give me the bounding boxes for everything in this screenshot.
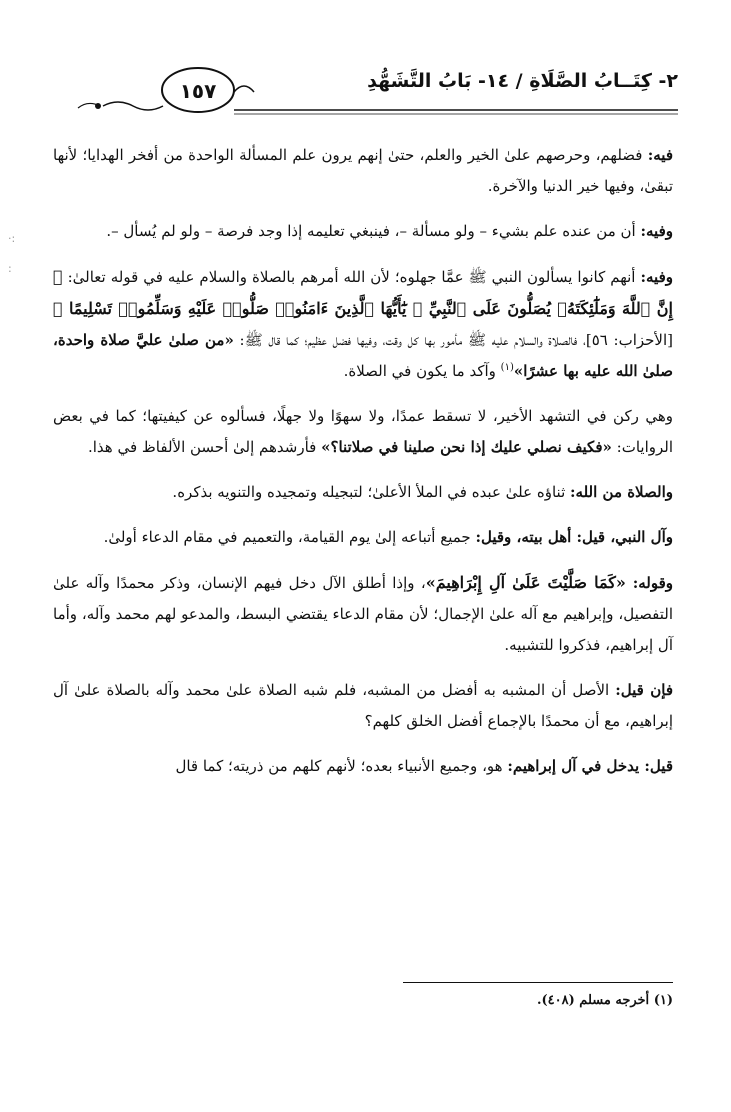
paragraph-lead: فإن قيل: (615, 681, 673, 699)
quoted-text: «كَمَا صَلَّيْتَ عَلَىٰ آلِ إِبْرَاهِيمَ» (425, 573, 626, 592)
hadith-quote: «من صلىٰ عليَّ صلاة واحدة، صلىٰ الله عليه بها عشرًا» (53, 331, 673, 380)
paragraph-text: أنهم كانوا يسألون النبي ﷺ عمَّا جهلوه؛ لأن الله أمرهم بالصلاة والسلام عليه في قوله تعالىٰ: (62, 268, 641, 286)
margin-mark: : (8, 262, 12, 275)
paragraph-text: [الأحزاب: ٥٦]، فالصلاة والسلام عليه ﷺ مأمور بها كل وقت، وفيها فضل عظيم؛ كما قال ﷺ: (233, 331, 673, 349)
body-text (53, 140, 673, 796)
paragraph-lead: وآل النبي، قيل: أهل بيته، وقيل: (475, 528, 673, 546)
paragraph-text: جميع أتباعه إلىٰ يوم القيامة، والتعميم في مقام الدعاء أولىٰ. (103, 528, 476, 546)
page-number: ١٥٧ (179, 79, 217, 103)
hadith-quote: «فكيف نصلي عليك إذا نحن صلينا في صلاتنا؟» (321, 438, 612, 456)
paragraph (53, 140, 673, 202)
paragraph-lead: قيل: يدخل في آل إبراهيم: (507, 757, 673, 775)
paragraph-text: هو، وجميع الأنبياء بعده؛ لأنهم كلهم من ذريته؛ كما قال (175, 757, 508, 775)
paragraph-text: فأرشدهم إلىٰ أحسن الألفاظ في هذا. (87, 438, 322, 456)
paragraph (53, 261, 673, 387)
paragraph-text: فضلهم، وحرصهم علىٰ الخير والعلم، حتىٰ إنهم يرون علم المسألة الواحدة من أفخر الهدايا؛ لأنها تبقىٰ، وفيها خير الدنيا والآخرة. (53, 146, 673, 195)
paragraph (53, 477, 673, 508)
paragraph-text: وآكد ما يكون في الصلاة. (343, 362, 501, 380)
paragraph (53, 401, 673, 463)
paragraph (53, 567, 673, 661)
paragraph-text: وهي ركن في التشهد الأخير، لا تسقط عمدًا، ولا سهوًا ولا جهلًا، فسألوه عن كيفيتها؛ كما في بعض الروايات: (53, 407, 673, 456)
paragraph-lead: وفيه: (640, 222, 673, 240)
paragraph (53, 751, 673, 782)
paragraph-text: ثناؤه علىٰ عبده في الملأ الأعلىٰ؛ لتبجيله وتمجيده والتنويه بذكره. (172, 483, 571, 501)
quran-verse: ﴿ إِنَّ ٱللَّهَ وَمَلَٰٓئِكَتَهُۥ يُصَلُّونَ عَلَى ٱلنَّبِيِّ ۚ يَٰٓأَيُّهَا ٱلَّذِينَ ءَامَنُوا۟ صَلُّوا۟ عَلَيْهِ وَسَلِّمُوا۟ تَسْلِيمًا ﴾ (53, 267, 673, 318)
paragraph-lead: وقوله: (625, 574, 674, 592)
paragraph (53, 522, 673, 553)
footnote-ref[interactable]: (١) (500, 362, 514, 373)
footnote-separator (403, 982, 673, 983)
paragraph-lead: وفيه: (640, 268, 673, 286)
paragraph-lead: والصلاة من الله: (570, 483, 673, 501)
paragraph-lead: فيه: (647, 146, 673, 164)
footnote: (١) أخرجه مسلم (٤٠٨). (536, 993, 673, 1008)
running-head: ٢- كِتَــابُ الصَّلَاةِ / ١٤- بَابُ التَّشَهُّدِ (367, 70, 678, 92)
paragraph-text: الأصل أن المشبه به أفضل من المشبه، فلم شبه الصلاة علىٰ محمد وآله بالصلاة علىٰ آل إبراهيم، مع أن محمدًا بالإجماع أفضل الخلق كلهم؟ (53, 681, 673, 730)
paragraph (53, 675, 673, 737)
paragraph (53, 216, 673, 247)
paragraph-text: أن من عنده علم بشيء – ولو مسألة –، فينبغي تعليمه إذا وجد فرصة – ولو لم يُسأل –. (106, 222, 641, 240)
margin-mark: ·: (8, 232, 16, 245)
page-header (58, 62, 678, 122)
paragraph-text: ، وإذا أطلق الآل دخل فيهم الإنسان، وذكر محمدًا وآله علىٰ التفصيل، وإبراهيم مع آله علىٰ الإجمال؛ لأن مقام الدعاء يقتضي البسط، والمدعو لهم محمد وآله، وأما آل إبراهيم، فذكروا للتشبيه. (53, 574, 673, 654)
